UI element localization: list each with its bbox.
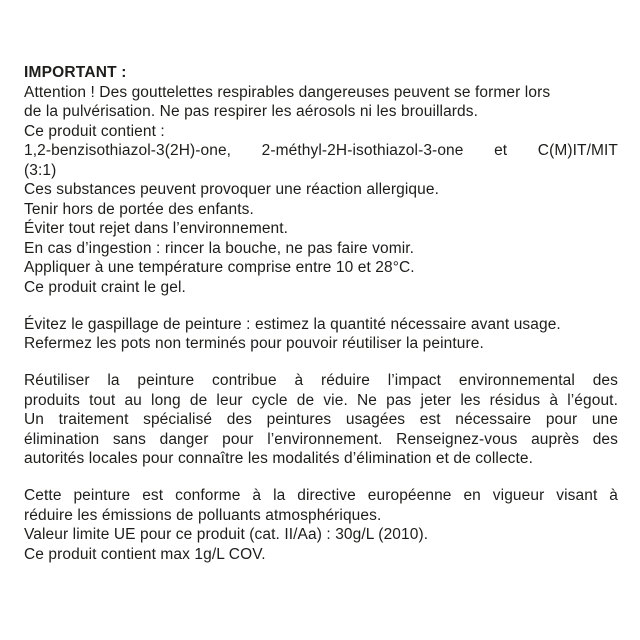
label-line-temperature: Appliquer à une température comprise entre 10 et 28°C.: [24, 259, 415, 276]
label-line-reuse-2: produits tout au long de leur cycle de vie. Ne pas jeter les résidus à l’égout.: [24, 391, 618, 409]
label-line-reuse-4: élimination sans danger pour l’environnement. Renseignez-vous auprès des: [24, 430, 618, 448]
label-line-frost: Ce produit craint le gel.: [24, 278, 186, 296]
label-line-substances-1: 1,2-benzisothiazol-3(2H)-one, 2-méthyl-2H-isothiazol-3-one et C(M)IT/MIT: [24, 142, 618, 159]
label-line-contains-intro: Ce produit contient :: [24, 122, 165, 140]
label-line-reuse-1: Réutiliser la peinture contribue à réduire l’impact environnemental des: [24, 372, 618, 389]
label-line-avoid-waste-2: Refermez les pots non terminés pour pouvoir réutiliser la peinture.: [24, 335, 484, 352]
label-text-block: [24, 63, 618, 564]
label-line-voc-1: Cette peinture est conforme à la directive européenne en vigueur visant à: [24, 487, 618, 504]
important-heading: IMPORTANT :: [24, 64, 127, 81]
label-line-substances-2: (3:1): [24, 161, 57, 179]
label-line-reuse-3: Un traitement spécialisé des peintures usagées est nécessaire pour une: [24, 411, 618, 428]
label-line-voc-2: réduire les émissions de polluants atmosphériques.: [24, 506, 382, 524]
label-line-avoid-release: Éviter tout rejet dans l’environnement.: [24, 220, 289, 237]
label-line-reuse-5: autorités locales pour connaître les modalités d’élimination et de collecte.: [24, 450, 534, 467]
label-line-allergic-reaction: Ces substances peuvent provoquer une réaction allergique.: [24, 181, 439, 198]
label-line-avoid-waste-1: Évitez le gaspillage de peinture : estimez la quantité nécessaire avant usage.: [24, 315, 561, 333]
label-line-spray-warning-2: de la pulvérisation. Ne pas respirer les aérosols ni les brouillards.: [24, 103, 479, 120]
label-line-voc-4: Ce produit contient max 1g/L COV.: [24, 545, 266, 563]
label-line-keep-from-children: Tenir hors de portée des enfants.: [24, 200, 254, 218]
label-line-spray-warning-1: Attention ! Des gouttelettes respirables dangereuses peuvent se former lors: [24, 83, 551, 101]
label-line-ingestion: En cas d’ingestion : rincer la bouche, ne pas faire vomir.: [24, 239, 415, 257]
label-line-voc-3: Valeur limite UE pour ce produit (cat. II/Aa) : 30g/L (2010).: [24, 526, 429, 543]
